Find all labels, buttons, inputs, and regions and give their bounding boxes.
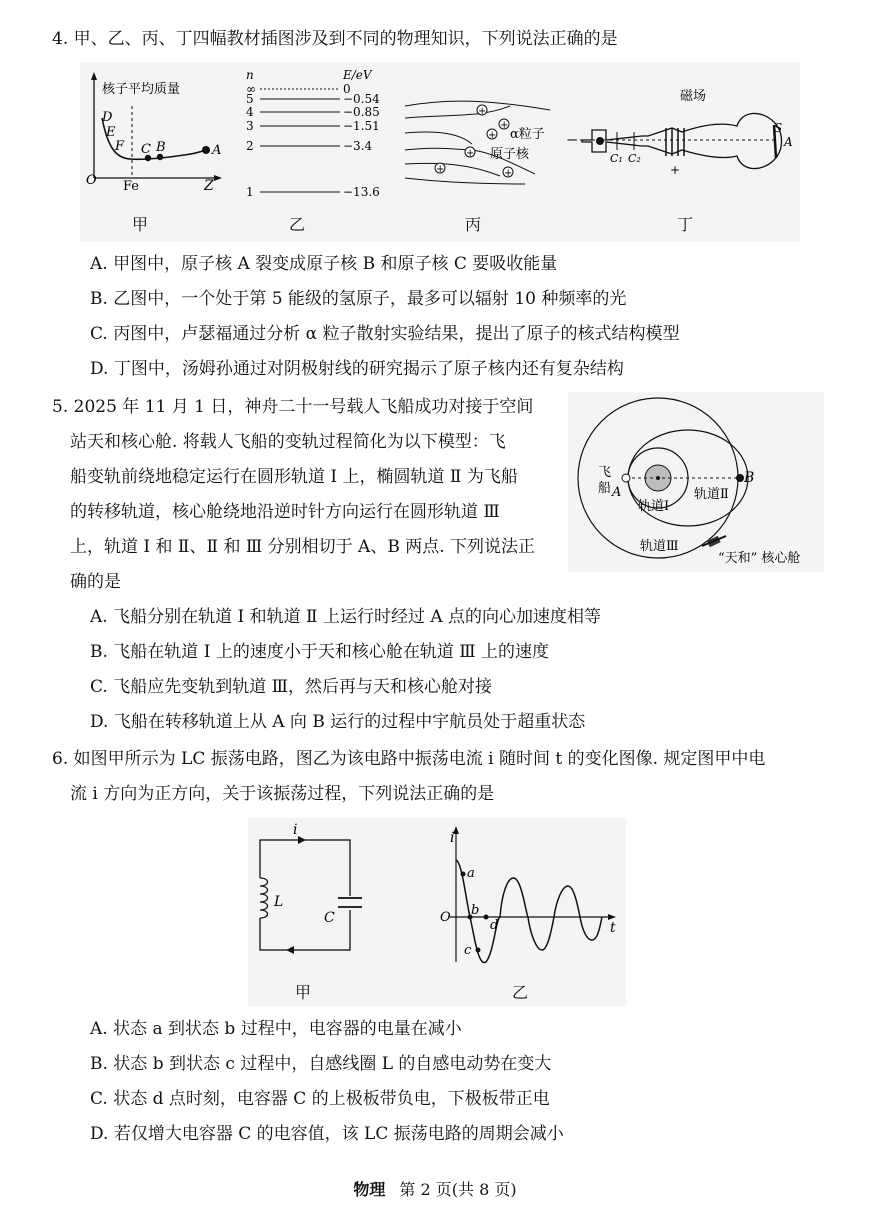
q6-option-a: A. 状态 a 到状态 b 过程中，电容器的电量在减小 <box>90 1019 462 1039</box>
q4-option-a: A. 甲图中，原子核 A 裂变成原子核 B 和原子核 C 要吸收能量 <box>90 254 558 274</box>
svg-text:D: D <box>102 110 113 125</box>
svg-text:轨道Ⅲ: 轨道Ⅲ <box>640 539 679 554</box>
svg-text:b: b <box>471 903 480 918</box>
q6-stem-line-2: 流 i 方向为正方向，关于该振荡过程，下列说法正确的是 <box>70 784 495 804</box>
svg-text:−13.6: −13.6 <box>343 185 380 199</box>
svg-text:Z: Z <box>204 178 214 194</box>
svg-text:α粒子: α粒子 <box>510 127 545 142</box>
caption-ding: 丁 <box>676 215 693 234</box>
svg-text:+: + <box>488 130 497 141</box>
svg-text:轨道Ⅱ: 轨道Ⅱ <box>694 487 729 502</box>
svg-text:C₂: C₂ <box>628 152 641 165</box>
caption-graph-yi: 乙 <box>511 983 528 1002</box>
svg-text:i: i <box>450 830 455 846</box>
q6-stem-line-1: 6. 如图甲所示为 LC 振荡电路，图乙为该电路中振荡电流 i 随时间 t 的变化图像. 规定图甲中电 <box>52 749 766 769</box>
q5-option-c: C. 飞船应先变轨到轨道 Ⅲ，然后再与天和核心舱对接 <box>90 677 493 697</box>
svg-text:Fe: Fe <box>123 179 140 194</box>
svg-text:−3.4: −3.4 <box>343 139 373 153</box>
fig-yi-energy-levels <box>240 66 390 204</box>
svg-text:+: + <box>436 164 445 175</box>
svg-text:0: 0 <box>343 82 351 96</box>
svg-text:1: 1 <box>246 185 254 199</box>
page-footer <box>0 1177 870 1200</box>
svg-text:2: 2 <box>246 139 254 153</box>
fig-bing-alpha-scattering <box>400 88 560 188</box>
q6-option-c: C. 状态 d 点时刻，电容器 C 的上极板带负电，下极板带正电 <box>90 1089 550 1109</box>
svg-text:C: C <box>141 142 151 157</box>
svg-text:i: i <box>293 822 298 838</box>
q6-current-graph <box>430 822 625 972</box>
svg-text:4: 4 <box>246 105 254 119</box>
svg-text:A: A <box>784 135 793 149</box>
svg-text:B: B <box>744 470 755 486</box>
q5-stem-line-1: 5. 2025 年 11 月 1 日，神舟二十一号载人飞船成功对接于空间 <box>52 397 534 417</box>
q6-option-b: B. 状态 b 到状态 c 过程中，自感线圈 L 的自感电动势在变大 <box>90 1054 552 1074</box>
svg-text:A: A <box>612 485 622 500</box>
svg-text:磁场: 磁场 <box>680 89 707 104</box>
svg-text:c: c <box>464 943 472 958</box>
caption-yi: 乙 <box>288 215 305 234</box>
svg-text:+: + <box>670 163 681 177</box>
footer-subject: 物理 <box>353 1180 386 1199</box>
svg-text:C₁: C₁ <box>610 152 623 165</box>
svg-text:∞: ∞ <box>246 82 256 96</box>
q4-stem: 4. 甲、乙、丙、丁四幅教材插图涉及到不同的物理知识，下列说法正确的是 <box>52 29 618 49</box>
svg-text:+: + <box>466 148 475 159</box>
q5-stem-line-2: 站天和核心舱. 将载人飞船的变轨过程简化为以下模型：飞 <box>70 432 506 452</box>
svg-text:3: 3 <box>246 119 254 133</box>
svg-text:n: n <box>246 68 254 82</box>
fig-jia-binding-curve <box>82 66 227 196</box>
svg-text:C: C <box>324 910 335 926</box>
q5-option-d: D. 飞船在转移轨道上从 A 向 B 运行的过程中宇航员处于超重状态 <box>90 712 586 732</box>
q5-stem-line-4: 的转移轨道，核心舱绕地沿逆时针方向运行在圆形轨道 Ⅲ <box>70 502 500 522</box>
q5-stem-line-6: 确的是 <box>70 572 121 592</box>
svg-text:a: a <box>467 866 475 881</box>
svg-text:B: B <box>156 140 166 155</box>
q4-option-d: D. 丁图中，汤姆孙通过对阴极射线的研究揭示了原子核内还有复杂结构 <box>90 359 624 379</box>
q5-stem-line-3: 船变轨前绕地稳定运行在圆形轨道 Ⅰ 上，椭圆轨道 Ⅱ 为飞船 <box>70 467 518 487</box>
svg-text:−0.85: −0.85 <box>343 105 380 119</box>
svg-text:+: + <box>504 168 513 179</box>
q5-option-a: A. 飞船分别在轨道 Ⅰ 和轨道 Ⅱ 上运行时经过 A 点的向心加速度相等 <box>90 607 602 627</box>
fig-ding-cathode-ray-tube <box>562 70 797 190</box>
svg-text:轨道Ⅰ: 轨道Ⅰ <box>638 499 670 514</box>
svg-text:−: − <box>566 133 577 148</box>
svg-text:F: F <box>115 139 125 154</box>
svg-text:船: 船 <box>598 481 612 496</box>
footer-page-number: 第 2 页(共 8 页) <box>399 1180 517 1199</box>
svg-text:L: L <box>274 894 284 910</box>
svg-text:O: O <box>86 173 97 188</box>
caption-jia: 甲 <box>131 215 148 234</box>
q5-stem-line-5: 上，轨道 Ⅰ 和 Ⅱ、Ⅱ 和 Ⅲ 分别相切于 A、B 两点. 下列说法正 <box>70 537 536 557</box>
svg-text:原子核: 原子核 <box>490 147 530 162</box>
q6-option-d: D. 若仅增大电容器 C 的电容值，该 LC 振荡电路的周期会减小 <box>90 1124 564 1144</box>
q4-option-b: B. 乙图中，一个处于第 5 能级的氢原子，最多可以辐射 10 种频率的光 <box>90 289 627 309</box>
svg-text:5: 5 <box>246 92 254 106</box>
svg-text:+: + <box>478 106 487 117</box>
caption-circuit-jia: 甲 <box>294 983 311 1002</box>
caption-bing: 丙 <box>464 215 481 234</box>
svg-text:−1.51: −1.51 <box>343 119 380 133</box>
svg-text:S: S <box>774 121 783 135</box>
svg-text:E/eV: E/eV <box>343 68 372 82</box>
svg-text:“天和” 核心舱: “天和” 核心舱 <box>718 551 801 566</box>
svg-text:E: E <box>106 125 116 140</box>
svg-text:−0.54: −0.54 <box>343 92 380 106</box>
q5-option-b: B. 飞船在轨道 Ⅰ 上的速度小于天和核心舱在轨道 Ⅲ 上的速度 <box>90 642 550 662</box>
svg-text:d: d <box>490 918 499 933</box>
fig-jia-ylabel: 核子平均质量 <box>102 82 181 97</box>
q6-lc-circuit <box>250 820 365 970</box>
q4-option-c: C. 丙图中，卢瑟福通过分析 α 粒子散射实验结果，提出了原子的核式结构模型 <box>90 324 680 344</box>
q5-orbit-diagram <box>568 392 824 572</box>
svg-text:t: t <box>610 920 616 936</box>
svg-text:A: A <box>212 143 222 158</box>
svg-text:飞: 飞 <box>598 465 612 480</box>
svg-text:O: O <box>440 910 451 925</box>
svg-text:+: + <box>500 120 509 131</box>
